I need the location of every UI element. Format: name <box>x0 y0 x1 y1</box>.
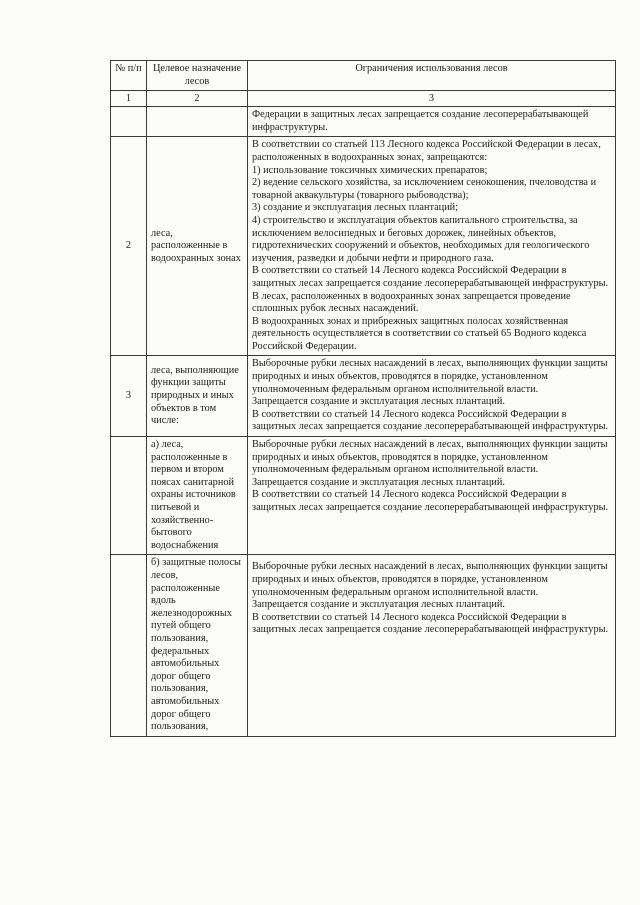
restriction-paragraph: В соответствии со статьей 14 Лесного кодекса Российской Федерации в защитных лесах запрещается создание лесоперерабатывающей инфраструктуры. <box>252 489 609 513</box>
table-row <box>111 137 616 356</box>
restriction-paragraph: 2) ведение сельского хозяйства, за исключением сенокошения, пчеловодства и товарной аквакультуры (товарного рыбоводства); <box>252 177 597 201</box>
restriction-paragraph: В лесах, расположенных в водоохранных зонах запрещается проведение сплошных рубок лесных насаждений. <box>252 290 571 315</box>
table-header-row <box>111 61 616 91</box>
restriction-paragraph: Запрещается создание и эксплуатация лесных плантаций. <box>252 476 506 488</box>
table-row <box>111 107 616 137</box>
restriction-paragraph: 1) использование токсичных химических препаратов; <box>252 164 488 176</box>
column-number-2: 2 <box>147 91 248 107</box>
restriction-paragraph: 4) строительство и эксплуатация объектов капитального строительства, за исключением велосипедных и беговых дорожек, линейных объектов, гидротехнических сооружений и объектов, необходимых для геологического изучения, разведки и добычи нефти и природного газа. <box>252 214 590 264</box>
header-number: № п/п <box>111 61 147 91</box>
restriction-paragraph: Федерации в защитных лесах запрещается создание лесоперерабатывающей инфраструктуры. <box>252 109 589 133</box>
row-purpose: а) леса, расположенные в первом и втором поясах санитарной охраны источников питьевой и хозяйственно-бытового водоснабжения <box>147 437 248 555</box>
row-number <box>111 555 147 736</box>
row-purpose <box>147 107 248 137</box>
restriction-paragraph: В соответствии со статьей 14 Лесного кодекса Российской Федерации в защитных лесах запрещается создание лесоперерабатывающей инфраструктуры. <box>252 611 609 636</box>
restriction-paragraph: Выборочные рубки лесных насаждений в лесах, выполняющих функции защиты природных и иных объектов, проводятся в порядке, установленном уполномоченным федеральным органом исполнительной власти. <box>252 358 608 395</box>
row-restrictions <box>248 356 616 437</box>
column-number-1: 1 <box>111 91 147 107</box>
row-number <box>111 437 147 555</box>
row-number <box>111 107 147 137</box>
restriction-paragraph: Выборочные рубки лесных насаждений в лесах, выполняющих функции защиты природных и иных объектов, проводятся в порядке, установленном уполномоченным федеральным органом исполнительной власти. <box>252 561 608 598</box>
restriction-paragraph: Запрещается создание и эксплуатация лесных плантаций. <box>252 396 506 408</box>
restriction-paragraph: В соответствии со статьей 14 Лесного кодекса Российской Федерации в защитных лесах запрещается создание лесоперерабатывающей инфраструктуры. <box>252 265 609 289</box>
row-number: 2 <box>111 137 147 356</box>
restriction-paragraph: В соответствии со статьей 113 Лесного кодекса Российской Федерации в лесах, расположенных в водоохранных зонах, запрещаются: <box>252 139 601 163</box>
restriction-paragraph: Выборочные рубки лесных насаждений в лесах, выполняющих функции защиты природных и иных объектов, проводятся в порядке, установленном уполномоченным федеральным органом исполнительной власти. <box>252 439 608 476</box>
row-purpose: леса, выполняющие функции защиты природных и иных объектов в том числе: <box>147 356 248 437</box>
column-number-3: 3 <box>248 91 616 107</box>
header-restrictions: Ограничения использования лесов <box>248 61 616 91</box>
row-number: 3 <box>111 356 147 437</box>
row-restrictions <box>248 107 616 137</box>
restriction-paragraph: В водоохранных зонах и прибрежных защитных полосах хозяйственная деятельность осуществляется в соответствии со статьей 65 Водного кодекса Российской Федерации. <box>252 315 587 352</box>
restriction-paragraph: 3) создание и эксплуатация лесных плантаций; <box>252 202 459 214</box>
table-row <box>111 555 616 736</box>
restriction-paragraph: Запрещается создание и эксплуатация лесных плантаций. <box>252 599 506 611</box>
row-restrictions <box>248 437 616 555</box>
restrictions-table <box>110 60 616 737</box>
header-purpose: Целевое назначение лесов <box>147 61 248 91</box>
table-row <box>111 437 616 555</box>
row-restrictions <box>248 555 616 736</box>
row-purpose: б) защитные полосы лесов, расположенные вдоль железнодорожных путей общего пользования, федеральных автомобильных дорог общего пользования, автомобильных дорог общего пользования, <box>147 555 248 736</box>
restriction-paragraph: В соответствии со статьей 14 Лесного кодекса Российской Федерации в защитных лесах запрещается создание лесоперерабатывающей инфраструктуры. <box>252 408 609 433</box>
row-restrictions <box>248 137 616 356</box>
table-row <box>111 356 616 437</box>
row-purpose: леса, расположенные в водоохранных зонах <box>147 137 248 356</box>
column-numbering-row <box>111 91 616 107</box>
